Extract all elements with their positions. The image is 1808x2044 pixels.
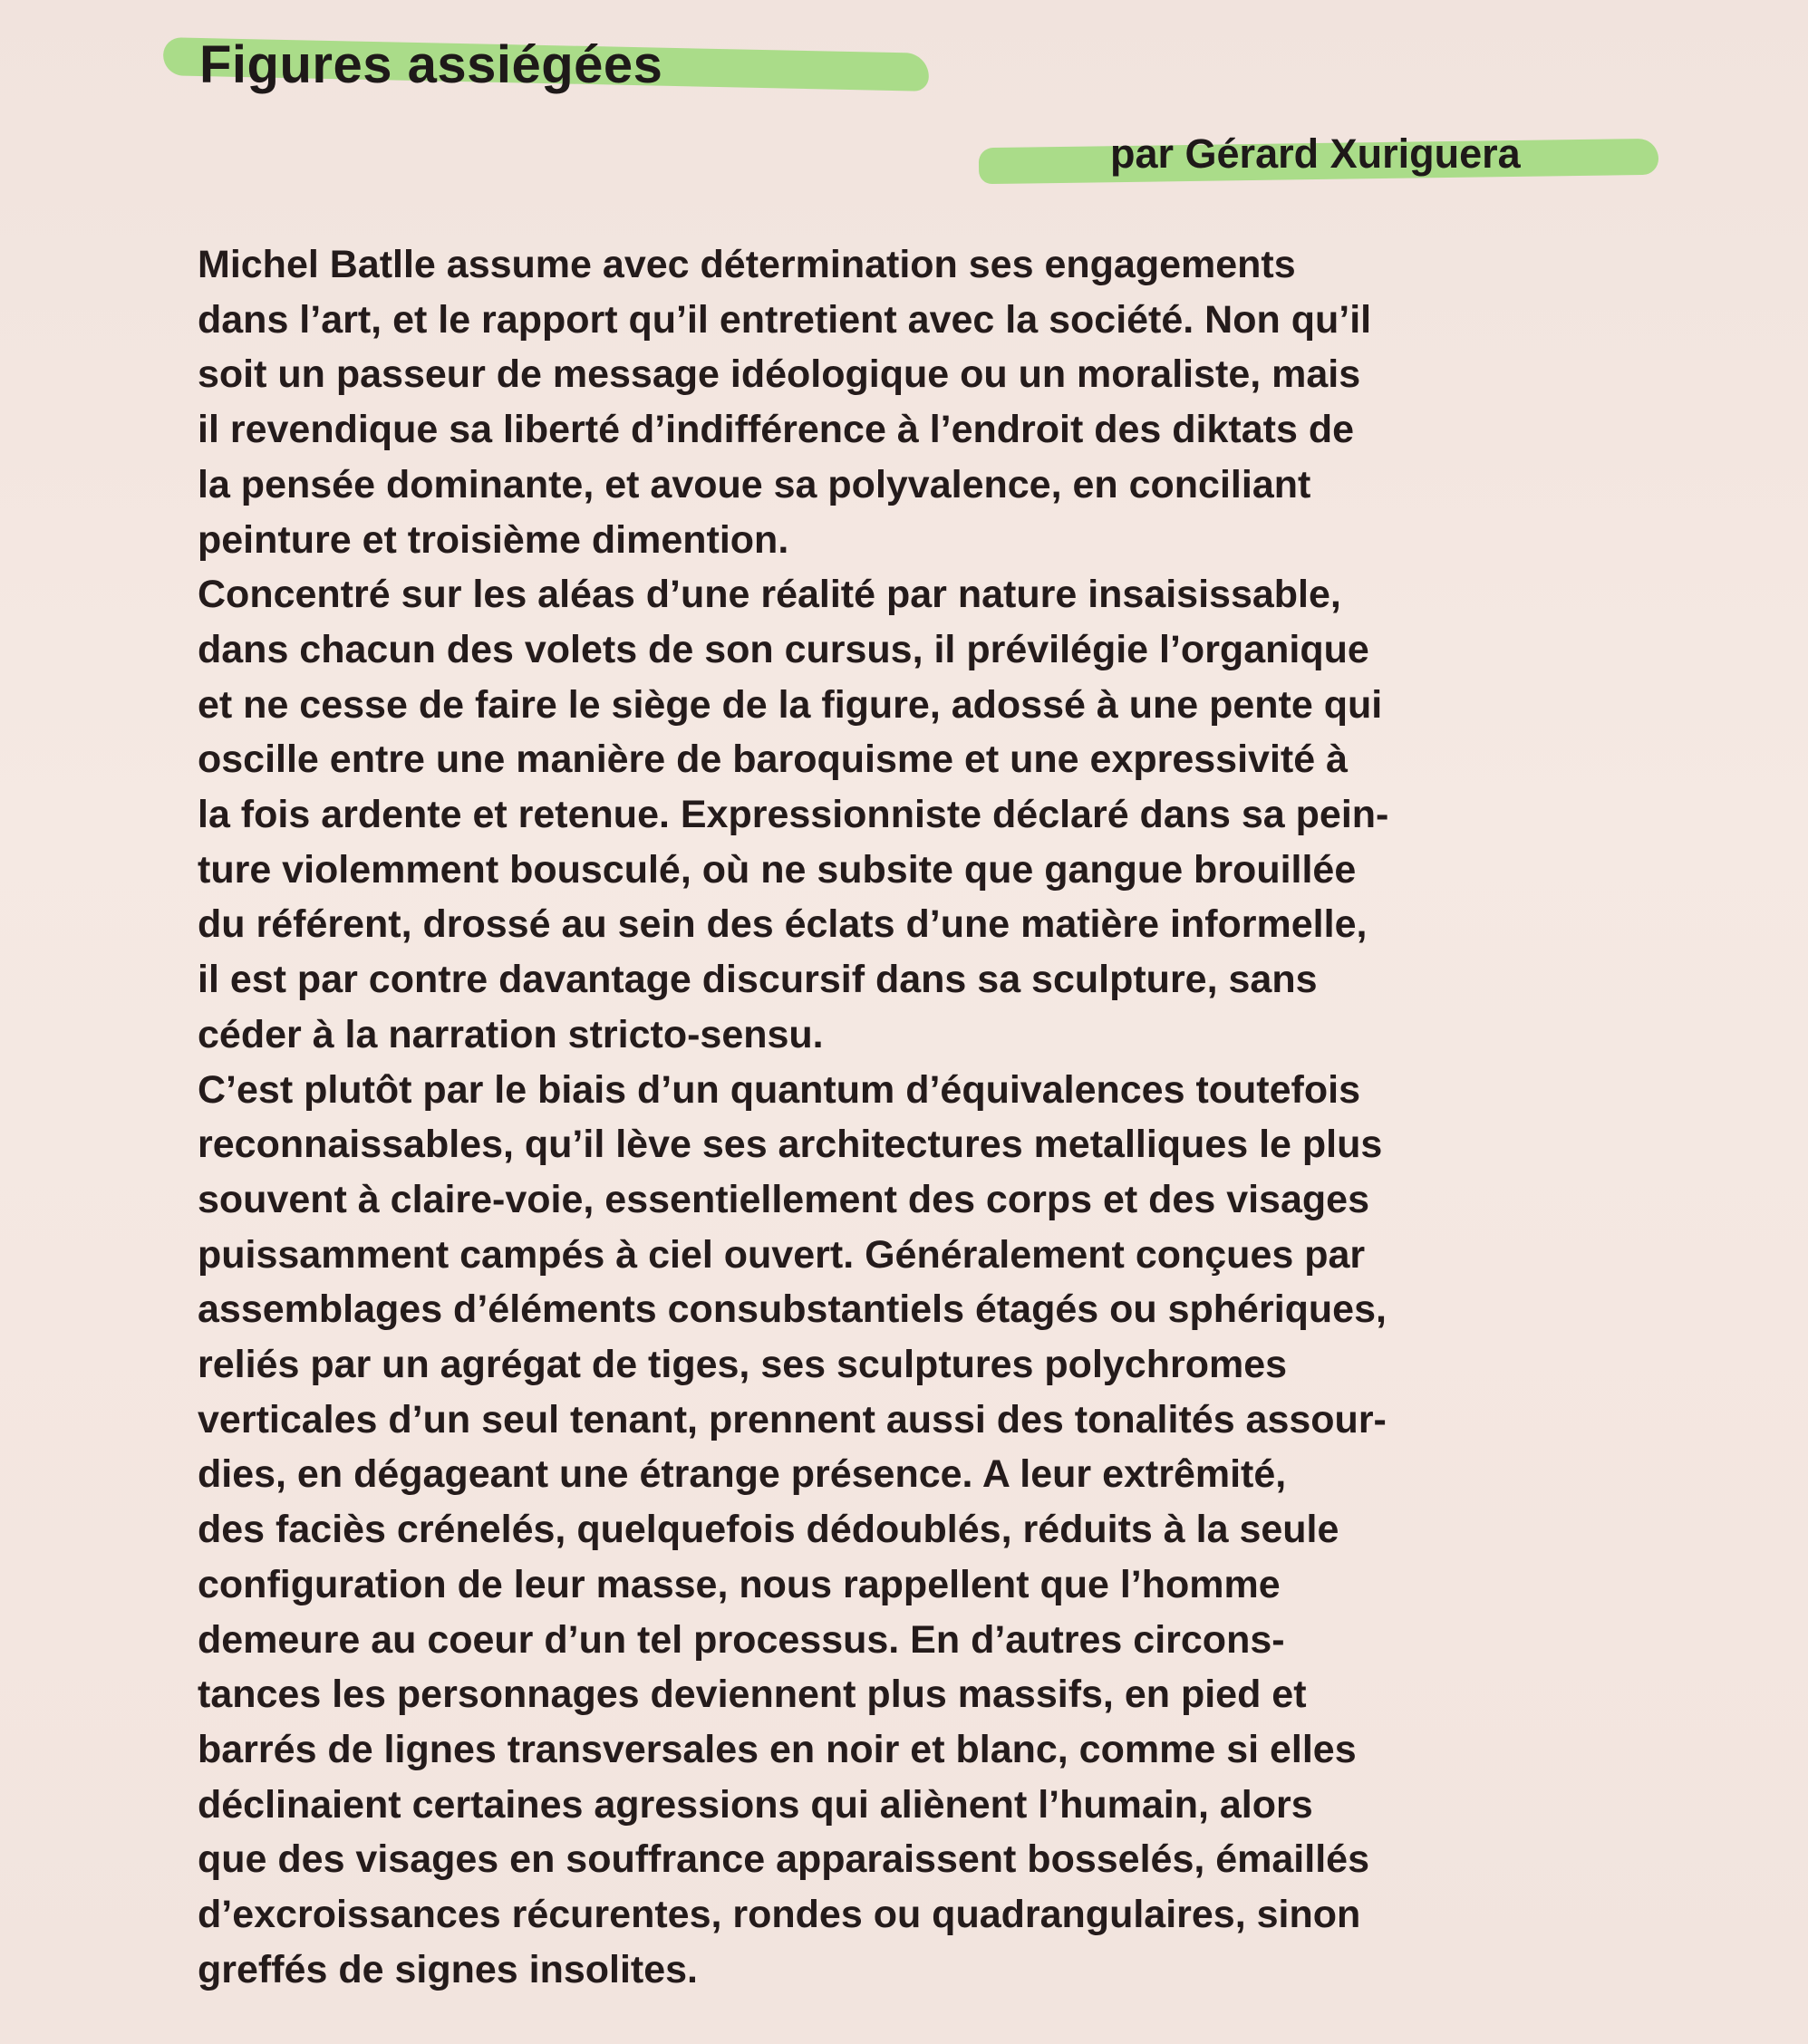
body-line: demeure au coeur d’un tel processus. En d’autres circons- (198, 1617, 1285, 1662)
body-line: la pensée dominante, et avoue sa polyvalence, en conciliant (198, 462, 1311, 506)
body-line: reliés par un agrégat de tiges, ses sculptures polychromes (198, 1343, 1288, 1387)
body-line: ture violemment bousculé, où ne subsite que gangue brouillée (198, 847, 1357, 892)
body-line: du référent, drossé au sein des éclats d’une matière informelle, (198, 902, 1368, 947)
body-line: greffés de signes insolites. (198, 1947, 699, 1991)
body-line: C’est plutôt par le biais d’un quantum d’équivalences toutefois (198, 1067, 1360, 1112)
body-line: et ne cesse de faire le siège de la figure, adossé à une pente qui (198, 682, 1383, 727)
body-line: la fois ardente et retenue. Expressionniste déclaré dans sa pein- (198, 793, 1389, 837)
body-line: verticales d’un seul tenant, prennent aussi des tonalités assour- (198, 1397, 1387, 1441)
body-line: d’excroissances récurentes, rondes ou quadrangulaires, sinon (198, 1893, 1361, 1937)
byline-block (979, 127, 1668, 199)
body-line: tances les personnages deviennent plus massifs, en pied et (198, 1673, 1307, 1717)
body-line: reconnaissables, qu’il lève ses architectures metalliques le plus (198, 1123, 1383, 1167)
body-line: déclinaient certaines agressions qui aliènent l’humain, alors (198, 1782, 1313, 1827)
body-line: puissamment campés à ciel ouvert. Généralement conçues par (198, 1232, 1366, 1277)
title-block (163, 18, 943, 100)
body-line: il est par contre davantage discursif dans sa sculpture, sans (198, 958, 1318, 1002)
body-line: barrés de lignes transversales en noir et blanc, comme si elles (198, 1727, 1357, 1771)
article-title: Figures assiégées (199, 35, 663, 94)
body-line: Michel Batlle assume avec détermination ses engagements (198, 243, 1296, 286)
body-line: dans l’art, et le rapport qu’il entretient avec la société. Non qu’il (198, 297, 1372, 342)
body-line: dans chacun des volets de son cursus, il prévilégie l’organique (198, 627, 1369, 671)
body-line: des faciès crénelés, quelquefois dédoublés, réduits à la seule (198, 1508, 1339, 1552)
body-line: configuration de leur masse, nous rappellent que l’homme (198, 1562, 1281, 1606)
body-line: peinture et troisième dimention. (198, 517, 789, 562)
body-line: dies, en dégageant une étrange présence. A leur extrêmité, (198, 1452, 1287, 1497)
body-line: que des visages en souffrance apparaissent bosselés, émaillés (198, 1837, 1369, 1882)
body-line: oscille entre une manière de baroquisme et une expressivité à (198, 738, 1349, 782)
body-line: il revendique sa liberté d’indifférence à l’endroit des diktats de (198, 408, 1355, 452)
body-line: souvent à claire-voie, essentiellement des corps et des visages (198, 1177, 1369, 1221)
article-byline: par Gérard Xuriguera (1110, 130, 1521, 177)
article-body (198, 237, 1611, 1998)
body-line: Concentré sur les aléas d’une réalité par nature insaisissable, (198, 573, 1341, 617)
body-line: soit un passeur de message idéologique ou un moraliste, mais (198, 352, 1361, 397)
body-line: assemblages d’éléments consubstantiels étagés ou sphériques, (198, 1287, 1387, 1332)
body-line: céder à la narration stricto-sensu. (198, 1012, 824, 1056)
